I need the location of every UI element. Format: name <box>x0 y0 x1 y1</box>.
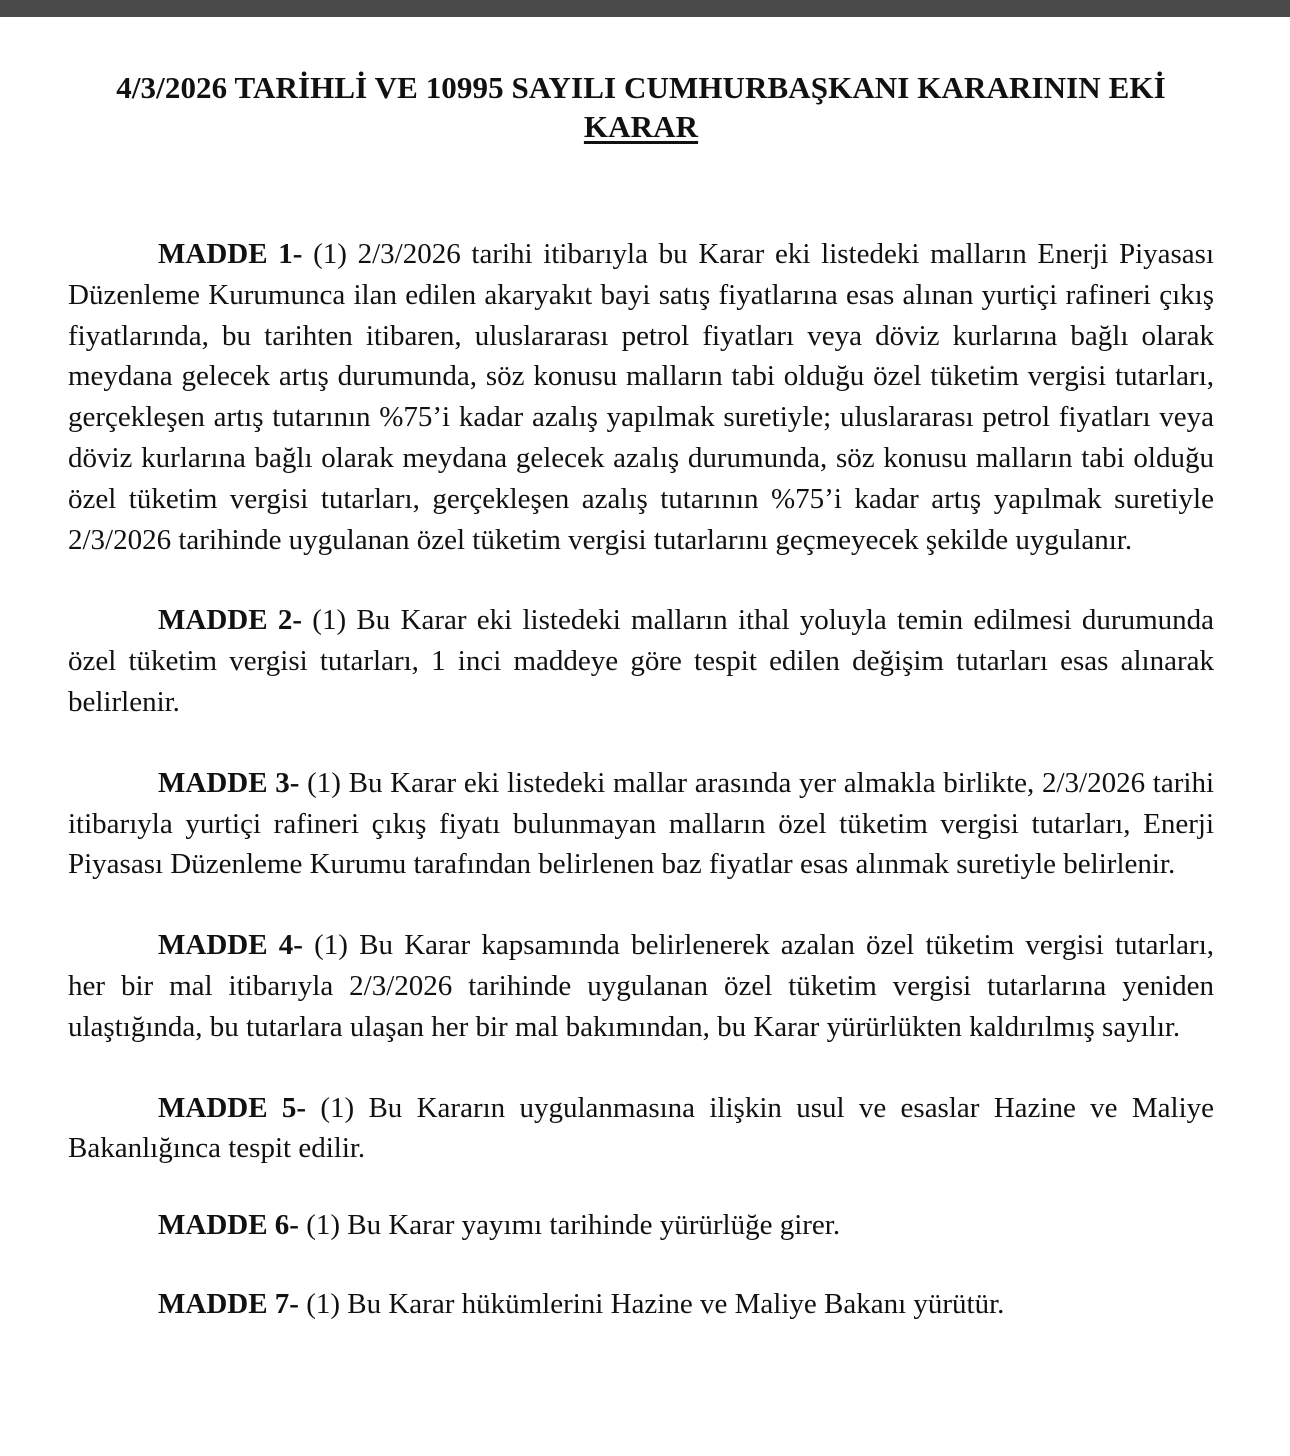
article-label: MADDE 4- <box>158 929 303 962</box>
top-bar <box>0 0 1290 17</box>
document-title: 4/3/2026 TARİHLİ VE 10995 SAYILI CUMHURBAŞKANI KARARININ EKİ <box>116 70 1166 105</box>
articles-list <box>68 234 1214 1325</box>
article-2 <box>68 600 1214 722</box>
article-text: (1) Bu Karar eki listedeki malların ithal yoluyla temin edilmesi durumunda özel tüketim vergisi tutarları, 1 inci maddeye göre tespit edilen değişim tutarları esas alınarak belirlenir. <box>68 604 1215 718</box>
article-label: MADDE 3- <box>158 766 300 799</box>
article-text: (1) 2/3/2026 tarihi itibarıyla bu Karar eki listedeki malların Enerji Piyasası Düzenleme Kurumunca ilan edilen akaryakıt bayi satış fiyatlarına esas alınan yurtiçi rafineri çıkış fiyatlarında, bu tarihten itibaren, uluslararası petrol fiyatları veya döviz kurlarına bağlı olarak meydana gelecek artış durumunda, söz konusu malların tabi olduğu özel tüketim vergisi tutarları, gerçekleşen artış tutarının %75’i kadar azalış yapılmak suretiyle; uluslararası petrol fiyatları veya döviz kurlarına bağlı olarak meydana gelecek azalış durumunda, söz konusu malların tabi olduğu özel tüketim vergisi tutarları, gerçekleşen azalış tutarının %75’i kadar artış yapılmak suretiyle 2/3/2026 tarihinde uygulanan özel tüketim vergisi tutarlarını geçmeyecek şekilde uygulanır. <box>68 238 1214 556</box>
article-text: (1) Bu Kararın uygulanmasına ilişkin usul ve esaslar Hazine ve Maliye Bakanlığınca tespit edilir. <box>68 1091 1214 1165</box>
article-5 <box>68 1088 1214 1170</box>
article-text: (1) Bu Karar yayımı tarihinde yürürlüğe girer. <box>306 1209 841 1242</box>
article-text: (1) Bu Karar kapsamında belirlenerek azalan özel tüketim vergisi tutarları, her bir mal itibarıyla 2/3/2026 tarihinde uygulanan özel tüketim vergisi tutarlarına yeniden ulaştığında, bu tutarlara ulaşan her bir mal bakımından, bu Karar yürürlükten kaldırılmış sayılır. <box>68 929 1215 1043</box>
article-label: MADDE 5- <box>158 1091 307 1124</box>
article-label: MADDE 7- <box>158 1287 299 1320</box>
article-label: MADDE 6- <box>158 1209 299 1242</box>
article-7 <box>68 1284 1214 1325</box>
article-6 <box>68 1205 1214 1246</box>
article-label: MADDE 2- <box>158 604 302 637</box>
document-subtitle: KARAR <box>583 109 699 144</box>
document-page <box>68 68 1214 1365</box>
article-text: (1) Bu Karar hükümlerini Hazine ve Maliye Bakanı yürütür. <box>306 1287 1005 1320</box>
article-3 <box>68 763 1214 885</box>
article-label: MADDE 1- <box>158 238 303 270</box>
article-4 <box>68 925 1214 1047</box>
document-title-block <box>68 68 1214 146</box>
article-1 <box>68 234 1214 560</box>
article-text: (1) Bu Karar eki listedeki mallar arasında yer almakla birlikte, 2/3/2026 tarihi itibarıyla yurtiçi rafineri çıkış fiyatı bulunmayan malların özel tüketim vergisi tutarları, Enerji Piyasası Düzenleme Kurumu tarafından belirlenen baz fiyatlar esas alınmak suretiyle belirlenir. <box>68 766 1214 881</box>
